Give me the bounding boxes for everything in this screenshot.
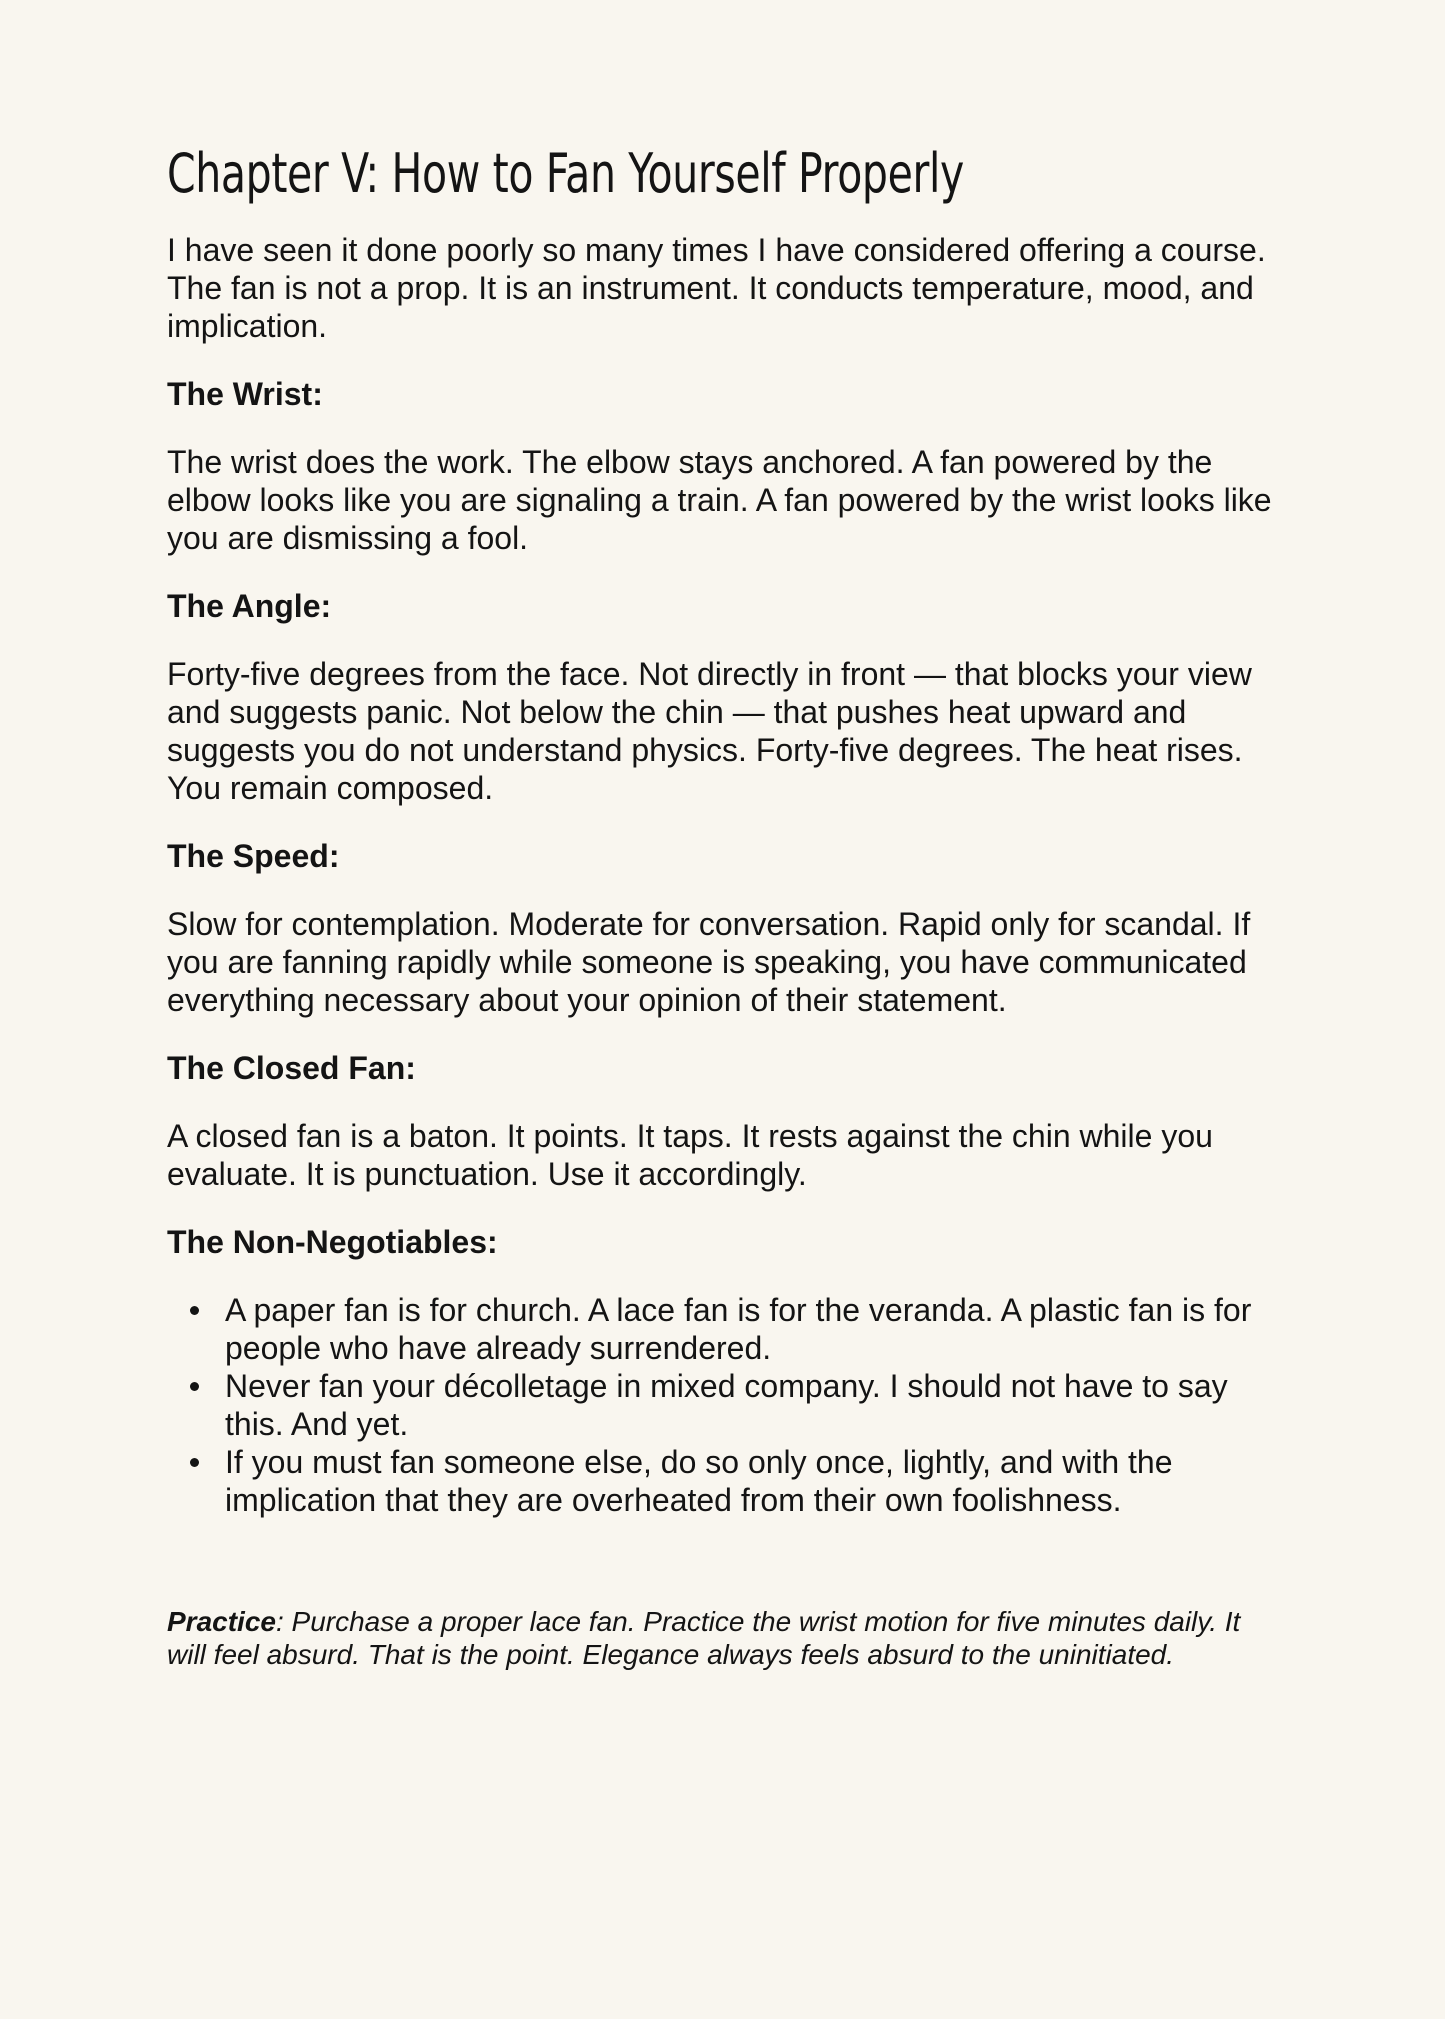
list-item: A paper fan is for church. A lace fan is for the veranda. A plastic fan is for people who have already surrendered.	[225, 1291, 1282, 1367]
section-body: The wrist does the work. The elbow stays anchored. A fan powered by the elbow looks like you are signaling a train. A fan powered by the wrist looks like you are dismissing a fool.	[167, 444, 1272, 556]
practice-text: : Purchase a proper lace fan. Practice the wrist motion for five minutes daily. It will feel absurd. That is the point. Elegance always feels absurd to the uninitiated.	[167, 1606, 1241, 1670]
document-page	[167, 140, 1282, 1671]
section-non-negotiables	[167, 1223, 1282, 1519]
section-heading: The Speed:	[167, 838, 340, 874]
section-angle	[167, 587, 1282, 807]
section-heading: The Closed Fan:	[167, 1050, 416, 1086]
section-body: Slow for contemplation. Moderate for conversation. Rapid only for scandal. If you are fanning rapidly while someone is speaking, you have communicated everything necessary about your opinion of their statement.	[167, 906, 1251, 1018]
section-heading: The Angle:	[167, 588, 332, 624]
intro-paragraph: I have seen it done poorly so many times I have considered offering a course. The fan is not a prop. It is an instrument. It conducts temperature, mood, and implication.	[167, 232, 1266, 344]
list-item: Never fan your décolletage in mixed company. I should not have to say this. And yet.	[225, 1367, 1282, 1443]
list-item: If you must fan someone else, do so only once, lightly, and with the implication that they are overheated from their own foolishness.	[225, 1443, 1282, 1519]
section-speed	[167, 837, 1282, 1019]
practice-label: Practice	[167, 1606, 276, 1637]
non-negotiables-list	[167, 1291, 1282, 1519]
section-heading: The Wrist:	[167, 376, 323, 412]
section-heading: The Non-Negotiables:	[167, 1224, 498, 1260]
practice-note	[167, 1605, 1282, 1671]
section-body: A closed fan is a baton. It points. It taps. It rests against the chin while you evaluate. It is punctuation. Use it accordingly.	[167, 1118, 1213, 1192]
section-closed-fan	[167, 1049, 1282, 1193]
section-wrist	[167, 375, 1282, 557]
section-body: Forty-five degrees from the face. Not directly in front — that blocks your view and suggests panic. Not below the chin — that pushes heat upward and suggests you do not understand physics. Forty-five degrees. The heat rises. You remain composed.	[167, 656, 1252, 806]
chapter-title: Chapter V: How to Fan Yourself Properly	[167, 142, 964, 205]
